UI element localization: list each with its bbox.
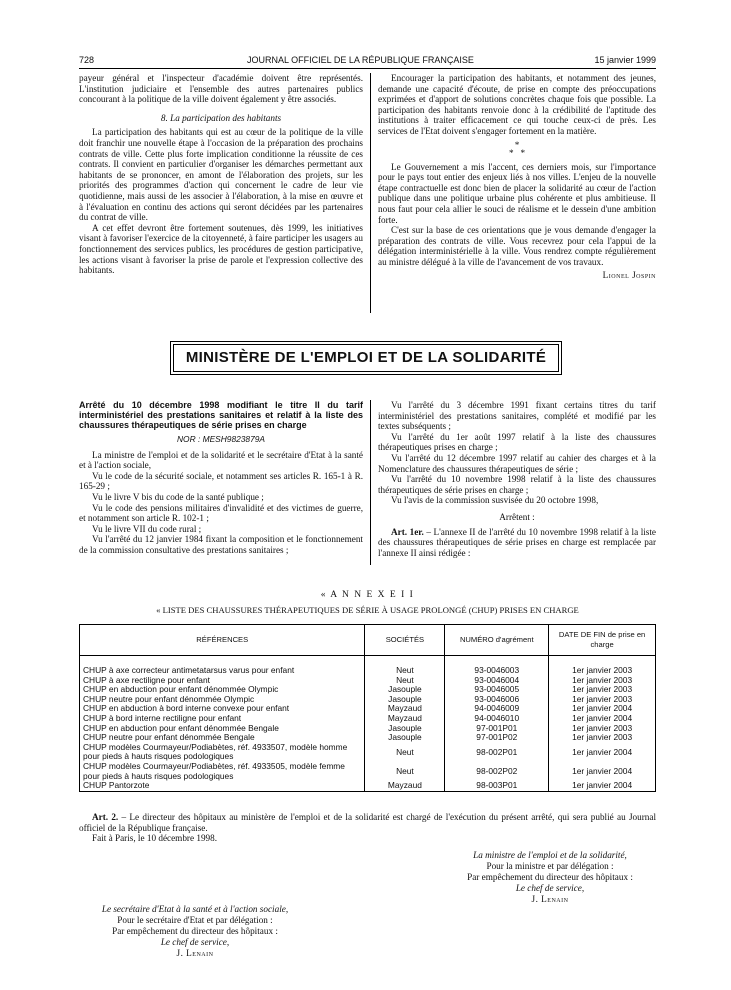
paragraph: A cet effet devront être fortement soutenues, dès 1999, les initiatives visant à favoriser l'exercice de la citoyenneté, à faire participer les usagers au fonctionnement des services publics, les procédures de gestion participative, les actions visant à favoriser la prise de parole et l'expression collective des habitants. [79,222,363,276]
signatory-title: La ministre de l'emploi et de la solidarité, [473,850,627,860]
paragraph: Vu le code de la sécurité sociale, et notamment ses articles R. 165-1 à R. 165-29 ; [79,470,363,492]
signature-block-minister [440,850,660,905]
end-date-cell: 1er janvier 2003 [549,685,656,695]
company-cell: Jasouple [365,724,445,734]
paragraph: Vu l'arrêté du 1er août 1997 relatif à la liste des chaussures thérapeutiques prises en charge ; [378,431,656,453]
paragraph: Vu l'arrêté du 10 novembre 1998 relatif à la liste des chaussures thérapeutiques de série prises en charge ; [378,474,656,495]
page-number: 728 [79,55,95,65]
reference-cell: CHUP neutre pour enfant dénommée Bengale [80,733,365,743]
reference-cell: CHUP à axe correcteur antimetatarsus varus pour enfant [80,666,365,676]
header-rule [79,68,656,69]
reference-cell: CHUP modèles Courmayeur/Podiabètes, réf. 4933507, modèle homme pour pieds à hauts risques podologiques [80,743,365,762]
approval-number-cell: 93-0046006 [445,695,549,705]
company-cell: Jasouple [365,685,445,695]
annexe-title: « A N N E X E I I [320,590,415,600]
signatory-title: Le secrétaire d'Etat à la santé et à l'action sociale, [101,904,289,914]
table-row [80,762,656,781]
end-date-cell: 1er janvier 2004 [549,704,656,714]
delegation-line: Par empêchement du directeur des hôpitaux : [112,926,278,936]
table-row [80,743,656,762]
issue-date: 15 janvier 1999 [594,55,656,65]
paragraph: payeur général et l'inspecteur d'académie doivent être représentés. L'institution judiciaire et l'ensemble des autres partenaires publics concourant à la politique de la ville doivent également y être associés. [79,73,363,105]
signatory-name: J. Lenain [531,894,569,904]
top-left-column [79,73,363,276]
annexe-subtitle: « LISTE DES CHAUSSURES THÉRAPEUTIQUES DE SÉRIE À USAGE PROLONGÉ (CHUP) PRISES EN CHARGE [156,605,579,615]
reference-cell: CHUP modèles Courmayeur/Podiabètes, réf. 4933505, modèle femme pour pieds à hauts risques podologiques [80,762,365,781]
company-cell: Mayzaud [365,704,445,714]
company-cell: Neut [365,676,445,686]
end-date-cell: 1er janvier 2003 [549,695,656,705]
reference-cell: CHUP en abduction pour enfant dénommée Olympic [80,685,365,695]
company-cell: Neut [365,743,445,762]
column-header: SOCIÉTÉS [365,625,445,656]
company-cell: Mayzaud [365,781,445,791]
reference-cell: CHUP à axe rectiligne pour enfant [80,676,365,686]
approval-number-cell: 98-002P01 [445,743,549,762]
reference-cell: CHUP neutre pour enfant dénommée Olympic [80,695,365,705]
paragraph: Vu le code des pensions militaires d'invalidité et des victimes de guerre, et notamment son article R. 102-1 ; [79,502,363,524]
article-2-text: – Le directeur des hôpitaux au ministère de l'emploi et de la solidarité est chargé de l'exécution du présent arrêté, qui sera publié au Journal officiel de la République française. [79,812,657,833]
signatory-role: Le chef de service, [160,937,230,947]
paragraph: La ministre de l'emploi et de la solidarité et le secrétaire d'Etat à la santé et à l'action sociale, [79,449,363,471]
table-header-row [80,625,656,656]
arretent: Arrêtent : [499,511,535,522]
signature-block-secretary [70,904,320,959]
article-1-label: Art. 1er. [391,526,424,537]
end-date-cell: 1er janvier 2004 [549,781,656,791]
end-date-cell: 1er janvier 2004 [549,714,656,724]
arrete-title: Arrêté du 10 décembre 1998 modifiant le titre II du tarif interministériel des prestations sanitaires et relatif à la liste des chaussures thérapeutiques de série prises en charge [79,400,363,430]
paragraph: Vu l'avis de la commission susvisée du 20 octobre 1998, [391,495,599,506]
approval-number-cell: 98-003P01 [445,781,549,791]
reference-cell: CHUP en abduction à bord interne convexe pour enfant [80,704,365,714]
end-date-cell: 1er janvier 2003 [549,666,656,676]
journal-title: JOURNAL OFFICIEL DE LA RÉPUBLIQUE FRANÇAISE [247,55,474,65]
company-cell: Jasouple [365,695,445,705]
paragraph: La participation des habitants qui est au cœur de la politique de la ville doit franchir une nouvelle étape à l'occasion de la préparation des prochains contrats de ville. Cette plus forte implication conditionne la réussite de ces contrats. Il convient en particulier d'organiser les démarches permettant aux habitants de se prononcer, en amont de l'élaboration des projets, sur les priorités des programmes d'action qui concernent le cadre de leur vie quotidienne, mais aussi de les associer à l'élaboration, à la mise en œuvre et à l'évaluation en continu des actions qui seront décidées par les partenaires du contrat de ville. [79,127,363,223]
paragraph: Vu le livre VII du code rural ; [92,523,202,534]
paragraph: Encourager la participation des habitants, et notamment des jeunes, demande une capacité d'écoute, de prise en compte des préoccupations exprimées et d'apport de solutions concrètes chaque fois que possible. La participation des habitants renvoie donc à la crédibilité de l'aptitude des institutions à traiter efficacement ce qui touche ceux-ci de près. Les services de l'Etat doivent s'engager fortement en la matière. [378,73,656,136]
reference-cell: CHUP Pantorzote [80,781,365,791]
approval-number-cell: 93-0046005 [445,685,549,695]
approval-number-cell: 93-0046004 [445,676,549,686]
end-date-cell: 1er janvier 2004 [549,743,656,762]
signatory-role: Le chef de service, [515,883,585,893]
column-separator [370,73,371,313]
annexe-table [79,624,656,792]
approval-number-cell: 93-0046003 [445,666,549,676]
delegation-line: Par empêchement du directeur des hôpitaux : [467,872,633,882]
column-header: RÉFÉRENCES [80,625,365,656]
column-separator [370,400,371,565]
approval-number-cell: 97-001P01 [445,724,549,734]
article-2 [79,812,656,833]
article-2-label: Art. 2. [92,812,119,822]
paragraph: Vu l'arrêté du 3 décembre 1991 fixant certains titres du tarif interministériel des prestations sanitaires, complété et modifié par les textes subséquents ; [378,400,656,432]
approval-number-cell: 94-0046010 [445,714,549,724]
closing [79,812,656,844]
paragraph: Vu l'arrêté du 12 janvier 1984 fixant la composition et le fonctionnement de la commission consultative des prestations sanitaires ; [79,534,363,555]
asterisk: * [514,139,520,150]
paragraph: C'est sur la base de ces orientations que je vous demande d'engager la préparation des contrats de ville. Vous recevrez pour cela l'appui de la délégation interministérielle à la ville. Vous rendrez compte régulièrement au ministre délégué à la ville de l'avancement de vos travaux. [378,225,656,267]
asterisk: * * [508,147,526,158]
delegation-line: Pour la ministre et par délégation : [486,861,614,871]
signature: Lionel Jospin [602,269,656,280]
ministry-title: MINISTÈRE DE L'EMPLOI ET DE LA SOLIDARITÉ [173,344,559,372]
paragraph: Le Gouvernement a mis l'accent, ces derniers mois, sur l'importance pour le pays tout entier des enjeux liés à nos villes. L'enjeu de la nouvelle étape contractuelle est donc bien de placer la solidarité au cœur de l'action publique dans une politique urbaine plus cohérente et plus ambitieuse. Il nous faut pour cela allier le souci de réalisme et le dessein d'une ambition forte. [378,161,656,225]
company-cell: Mayzaud [365,714,445,724]
paragraph: Vu le livre V bis du code de la santé publique ; [92,491,264,502]
article-1 [378,527,656,559]
column-header: DATE DE FIN de prise en charge [549,625,656,656]
column-header: NUMÉRO d'agrément [445,625,549,656]
end-date-cell: 1er janvier 2003 [549,676,656,686]
article-1-text: – L'annexe II de l'arrêté du 10 novembre 1998 relatif à la liste des chaussures thérapeutiques de série prises en charge est remplacée par l'annexe II ainsi rédigée : [378,526,657,558]
approval-number-cell: 98-002P02 [445,762,549,781]
nor-reference: NOR : MESH9823879A [177,434,265,444]
top-right-column [378,73,656,280]
paragraph: Vu l'arrêté du 12 décembre 1997 relatif au cahier des charges et à la Nomenclature des chaussures thérapeutiques de série ; [378,452,656,474]
company-cell: Neut [365,666,445,676]
end-date-cell: 1er janvier 2004 [549,762,656,781]
delegation-line: Pour le secrétaire d'Etat et par délégation : [117,915,273,925]
company-cell: Neut [365,762,445,781]
table-row [80,781,656,791]
approval-number-cell: 97-001P02 [445,733,549,743]
section-title: 8. La participation des habitants [160,112,282,123]
approval-number-cell: 94-0046009 [445,704,549,714]
reference-cell: CHUP en abduction pour enfant dénommée Bengale [80,724,365,734]
reference-cell: CHUP à bord interne rectiligne pour enfant [80,714,365,724]
signatory-name: J. Lenain [176,948,214,958]
arrete-left-column [79,400,363,556]
end-date-cell: 1er janvier 2003 [549,724,656,734]
end-date-cell: 1er janvier 2003 [549,733,656,743]
fait-a-paris: Fait à Paris, le 10 décembre 1998. [92,833,218,844]
company-cell: Jasouple [365,733,445,743]
arrete-right-column [378,400,656,558]
